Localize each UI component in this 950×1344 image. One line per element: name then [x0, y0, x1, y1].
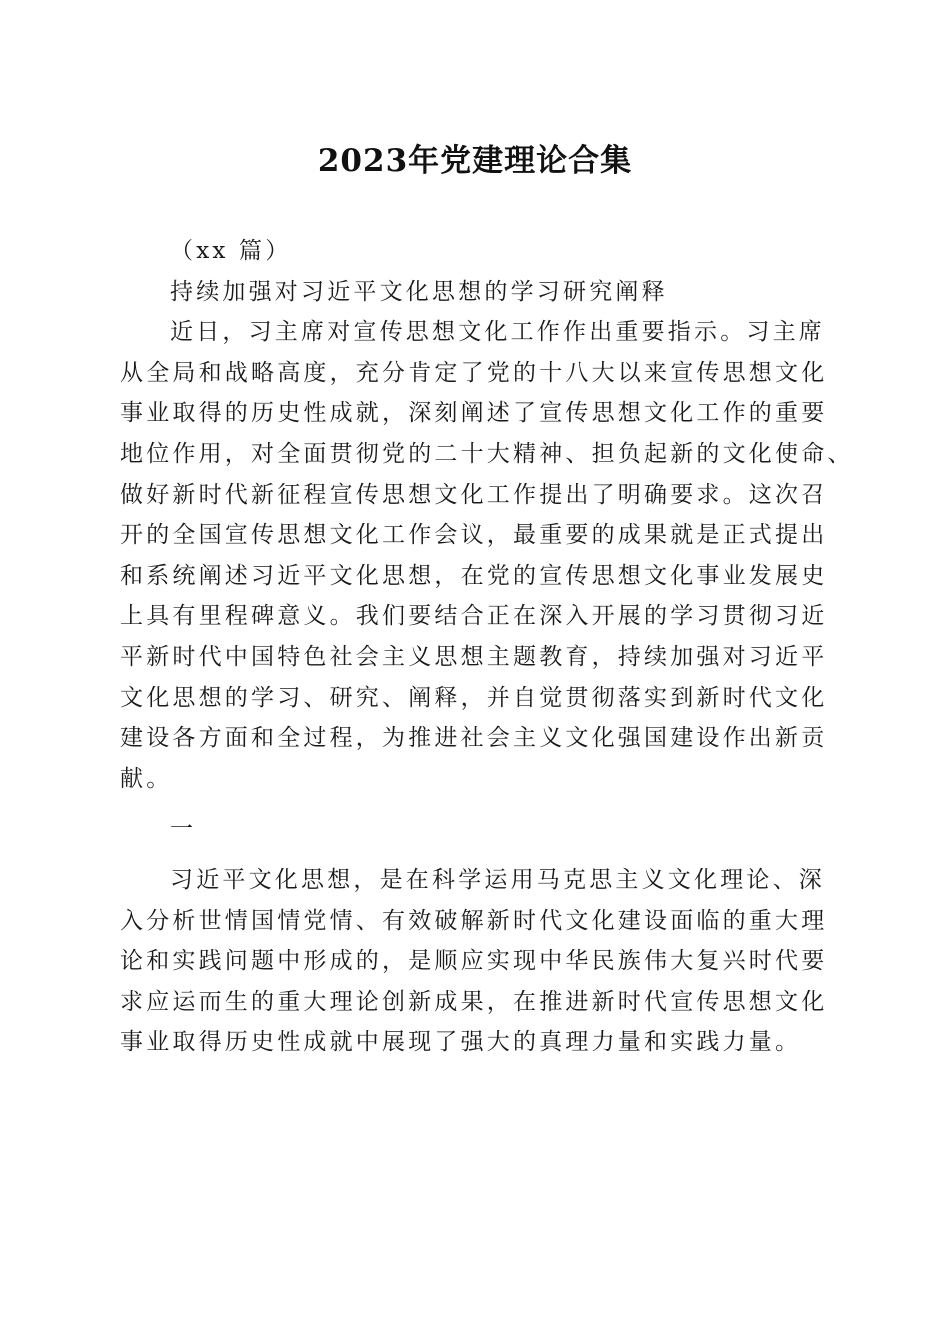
paragraph-line: 建设各方面和全过程，为推进社会主义文化强国建设作出新贡: [120, 725, 828, 752]
paragraph-line: 做好新时代新征程宣传思想文化工作提出了明确要求。这次召: [120, 481, 828, 508]
paragraph-line: 事业取得历史性成就中展现了强大的真理力量和实践力量。: [120, 1029, 802, 1056]
section-number: 一: [170, 816, 197, 843]
paragraph-line: 文化思想的学习、研究、阐释，并自觉贯彻落实到新时代文化: [120, 684, 828, 711]
paragraph-line: 平新时代中国特色社会主义思想主题教育，持续加强对习近平: [120, 643, 828, 670]
paragraph-line: 习近平文化思想，是在科学运用马克思主义文化理论、深: [170, 866, 825, 893]
paragraph-line: 近日，习主席对宣传思想文化工作作出重要指示。习主席: [170, 319, 825, 346]
paragraph-line: 论和实践问题中形成的，是顺应实现中华民族伟大复兴时代要: [120, 948, 828, 975]
paragraph-line: 从全局和战略高度，充分肯定了党的十八大以来宣传思想文化: [120, 359, 828, 386]
document-title: 2023年党建理论合集: [317, 143, 633, 179]
article-count: （xx 篇）: [170, 238, 292, 264]
paragraph-line: 献。: [120, 765, 173, 792]
paragraph-line: 求应运而生的重大理论创新成果，在推进新时代宣传思想文化: [120, 988, 828, 1015]
paragraph-line: 入分析世情国情党情、有效破解新时代文化建设面临的重大理: [120, 907, 828, 934]
paragraph-line: 和系统阐述习近平文化思想，在党的宣传思想文化事业发展史: [120, 562, 828, 589]
article-heading: 持续加强对习近平文化思想的学习研究阐释: [170, 278, 668, 305]
paragraph-line: 上具有里程碑意义。我们要结合正在深入开展的学习贯彻习近: [120, 603, 828, 630]
paragraph-line: 事业取得的历史性成就，深刻阐述了宣传思想文化工作的重要: [120, 400, 828, 427]
document-body: [120, 231, 854, 1063]
paragraph-line: 开的全国宣传思想文化工作会议，最重要的成果就是正式提出: [120, 522, 828, 549]
paragraph-line: 地位作用，对全面贯彻党的二十大精神、担负起新的文化使命、: [120, 440, 854, 467]
